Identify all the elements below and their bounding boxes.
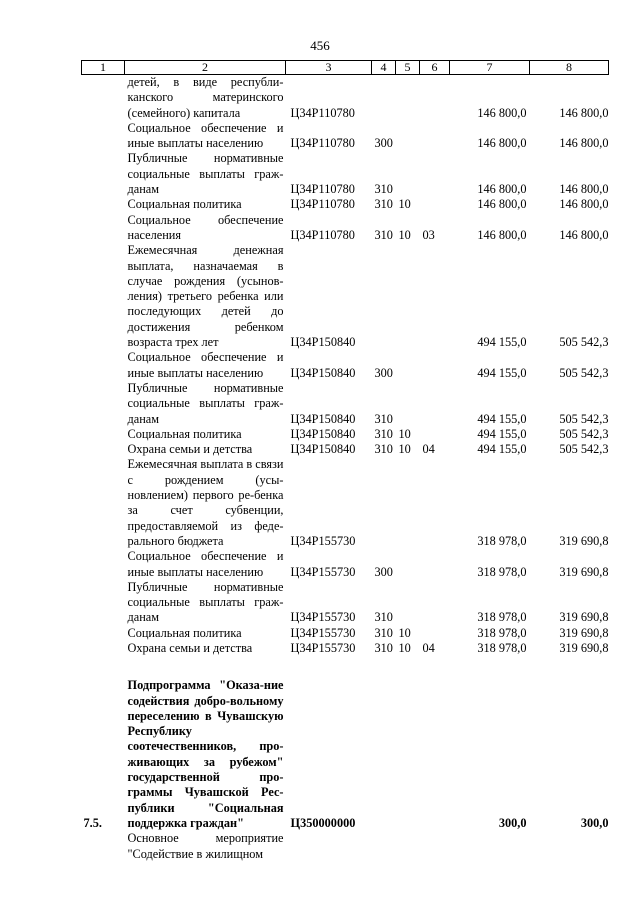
- amount-2025: 146 800,0: [559, 136, 609, 151]
- subsection: 04: [422, 640, 435, 655]
- row-name: Охрана семьи и детства: [127, 442, 253, 457]
- subsection: [420, 151, 450, 197]
- target-article-code: Ц34Р110780: [290, 197, 355, 212]
- expense-type: 310: [374, 411, 393, 426]
- expense-type: 300: [374, 564, 393, 579]
- subsection: [420, 197, 450, 212]
- target-article-code: Ц34Р155730: [290, 625, 356, 640]
- row-name: Социальное обеспечение и иные выплаты населению: [127, 120, 284, 151]
- amount-2025: 300,0: [580, 815, 609, 830]
- amount-2024: 146 800,0: [477, 182, 527, 197]
- section: [396, 350, 420, 381]
- subsection: 04: [422, 442, 435, 457]
- section: [396, 457, 420, 549]
- table-row: [82, 626, 609, 641]
- row-name: Социальное обеспечение и иные выплаты населению: [127, 350, 284, 380]
- expense-type: [372, 678, 396, 831]
- target-article-code: [286, 831, 372, 862]
- section: [396, 549, 420, 580]
- table-row: [82, 457, 609, 549]
- table-row: [82, 442, 609, 457]
- target-article-code: Ц34Р110780: [290, 105, 355, 120]
- amount-2025: 146 800,0: [559, 227, 609, 242]
- table-row: [82, 381, 609, 427]
- target-article-code: Ц350000000: [290, 815, 356, 830]
- row-number: [82, 197, 125, 212]
- row-number: [82, 831, 125, 862]
- section: [396, 831, 420, 862]
- table-row: [82, 549, 609, 580]
- amount-2025: 146 800,0: [559, 182, 609, 197]
- row-number: [82, 641, 125, 656]
- column-number-header-row: [82, 61, 609, 75]
- amount-2025: 505 542,3: [559, 411, 609, 426]
- row-number: [82, 427, 125, 442]
- row-name: Охрана семьи и детства: [127, 640, 253, 655]
- row-number: [82, 381, 125, 427]
- expense-type: [372, 243, 396, 350]
- section: [396, 678, 420, 831]
- section: [396, 75, 420, 121]
- amount-2024: 300,0: [498, 815, 527, 830]
- subsection: [420, 121, 450, 152]
- target-article-code: Ц34Р150840: [290, 426, 356, 441]
- target-article-code: Ц34Р155730: [290, 564, 356, 579]
- row-number: [82, 121, 125, 152]
- section: [396, 243, 420, 350]
- row-number: [82, 350, 125, 381]
- expense-type: [372, 75, 396, 121]
- subsection: [420, 831, 450, 862]
- row-name: Публичные нормативные социальные выплаты граж-данам: [127, 380, 284, 426]
- table-row: [82, 427, 609, 442]
- subsection: [420, 580, 450, 626]
- amount-2024: 318 978,0: [477, 640, 527, 655]
- row-number: [82, 213, 125, 244]
- target-article-code: Ц34Р155730: [290, 640, 356, 655]
- subsection: [420, 350, 450, 381]
- subsection: [420, 457, 450, 549]
- amount-2025: 505 542,3: [559, 442, 609, 457]
- amount-2025: 319 690,8: [559, 640, 609, 655]
- target-article-code: Ц34Р150840: [290, 365, 356, 380]
- amount-2024: 318 978,0: [477, 625, 527, 640]
- expense-type: 310: [374, 182, 393, 197]
- amount-2024: 318 978,0: [477, 533, 527, 548]
- page-number: 456: [310, 38, 330, 53]
- amount-2025: 319 690,8: [559, 610, 609, 625]
- row-number: [82, 442, 125, 457]
- section: [396, 121, 420, 152]
- row-name: Социальная политика: [127, 625, 242, 640]
- column-header: 4: [372, 61, 396, 75]
- amount-2025: 319 690,8: [559, 625, 609, 640]
- expense-type: 310: [374, 197, 393, 212]
- row-number: [82, 151, 125, 197]
- amount-2024: 494 155,0: [477, 442, 527, 457]
- section: 10: [398, 640, 411, 655]
- column-header: 3: [286, 61, 372, 75]
- subsection: [420, 549, 450, 580]
- expense-type: [372, 831, 396, 862]
- spacer-cell: [82, 656, 609, 678]
- section: [396, 580, 420, 626]
- row-name: Публичные нормативные социальные выплаты граж-данам: [127, 579, 284, 625]
- subsection: [420, 626, 450, 641]
- column-header: 8: [530, 61, 609, 75]
- section: [396, 151, 420, 197]
- amount-2025: 505 542,3: [559, 365, 609, 380]
- target-article-code: Ц34Р110780: [290, 136, 355, 151]
- amount-2024: 318 978,0: [477, 610, 527, 625]
- amount-2025: 505 542,3: [559, 335, 609, 350]
- row-name: Социальное обеспечение населения: [127, 212, 284, 242]
- expense-type: 310: [374, 442, 393, 457]
- row-name: Подпрограмма "Оказа-ние содействия добро-вольному переселению в Чувашскую Республику соотечественников, про-живающих за рубежом" государственной про-граммы Чувашской Рес-публики "Социальная поддержка граждан": [127, 678, 284, 830]
- amount-2025: 146 800,0: [559, 197, 609, 212]
- column-header: 5: [396, 61, 420, 75]
- row-number: [82, 457, 125, 549]
- target-article-code: Ц34Р110780: [290, 227, 355, 242]
- target-article-code: Ц34Р150840: [290, 442, 356, 457]
- expense-type: 310: [374, 227, 393, 242]
- row-number: [82, 549, 125, 580]
- table-row: [82, 243, 609, 350]
- amount-2024: 494 155,0: [477, 365, 527, 380]
- section: [396, 381, 420, 427]
- amount-2024: 494 155,0: [477, 426, 527, 441]
- row-number: [82, 243, 125, 350]
- table-row: [82, 197, 609, 212]
- amount-2025: 505 542,3: [559, 426, 609, 441]
- amount-2024: 494 155,0: [477, 335, 527, 350]
- subsection: [420, 75, 450, 121]
- row-number: 7.5.: [83, 815, 102, 830]
- table-row: [82, 580, 609, 626]
- table-row: [82, 678, 609, 831]
- budget-table: [81, 60, 609, 862]
- row-name: Социальное обеспечение и иные выплаты населению: [127, 549, 284, 579]
- target-article-code: Ц34Р155730: [290, 533, 356, 548]
- target-article-code: Ц34Р110780: [290, 182, 355, 197]
- row-number: [82, 75, 125, 121]
- subsection: [420, 678, 450, 831]
- table-row: [82, 151, 609, 197]
- row-name: детей, в виде республи-канского материнского (семейного) капитала: [127, 75, 284, 120]
- target-article-code: Ц34Р150840: [290, 411, 356, 426]
- row-number: [82, 580, 125, 626]
- row-name: Социальная политика: [127, 197, 242, 212]
- table-row: [82, 121, 609, 152]
- expense-type: 300: [374, 136, 393, 151]
- amount-2024: 146 800,0: [477, 136, 527, 151]
- amount-2024: 146 800,0: [477, 227, 527, 242]
- amount-2024: 146 800,0: [477, 105, 527, 120]
- subsection: 03: [422, 227, 435, 242]
- amount-2024: 318 978,0: [477, 564, 527, 579]
- subsection: [420, 381, 450, 427]
- row-name: Ежемесячная денежная выплата, назначаемая в случае рождения (усынов-ления) третьего ребенка или последующих детей до достижения ребенком возраста трех лет: [127, 243, 284, 350]
- amount-2024: 146 800,0: [477, 197, 527, 212]
- table-row: [82, 75, 609, 121]
- spacer-row: [82, 656, 609, 678]
- column-header: 6: [420, 61, 450, 75]
- expense-type: 310: [374, 625, 393, 640]
- expense-type: 310: [374, 426, 393, 441]
- expense-type: 310: [374, 610, 393, 625]
- subsection: [420, 427, 450, 442]
- amount-2025: 319 690,8: [559, 564, 609, 579]
- subsection: [420, 243, 450, 350]
- target-article-code: Ц34Р155730: [290, 610, 356, 625]
- amount-2024: 494 155,0: [477, 411, 527, 426]
- amount-2025: 319 690,8: [559, 533, 609, 548]
- table-row: [82, 213, 609, 244]
- section: 10: [398, 426, 411, 441]
- table-body: [82, 75, 609, 862]
- column-header: 1: [82, 61, 125, 75]
- column-header: 2: [125, 61, 286, 75]
- row-number: [82, 626, 125, 641]
- section: 10: [398, 625, 411, 640]
- amount-2025: [530, 831, 609, 862]
- expense-type: 300: [374, 365, 393, 380]
- column-header: 7: [450, 61, 530, 75]
- table-row: [82, 350, 609, 381]
- table-row: [82, 831, 609, 862]
- expense-type: [372, 457, 396, 549]
- row-name: Публичные нормативные социальные выплаты граж-данам: [127, 151, 284, 197]
- row-name: Ежемесячная выплата в связи с рождением (усы-новлением) первого ре-бенка за счет субвенции, предоставляемой из феде-рального бюджета: [127, 457, 284, 548]
- expense-type: 310: [374, 640, 393, 655]
- amount-2024: [450, 831, 530, 862]
- section: 10: [398, 197, 411, 212]
- row-name: Основное мероприятие "Содействие в жилищном: [127, 831, 284, 861]
- target-article-code: Ц34Р150840: [290, 335, 356, 350]
- row-name: Социальная политика: [127, 426, 242, 441]
- section: 10: [398, 442, 411, 457]
- section: 10: [398, 227, 411, 242]
- amount-2025: 146 800,0: [559, 105, 609, 120]
- table-row: [82, 641, 609, 656]
